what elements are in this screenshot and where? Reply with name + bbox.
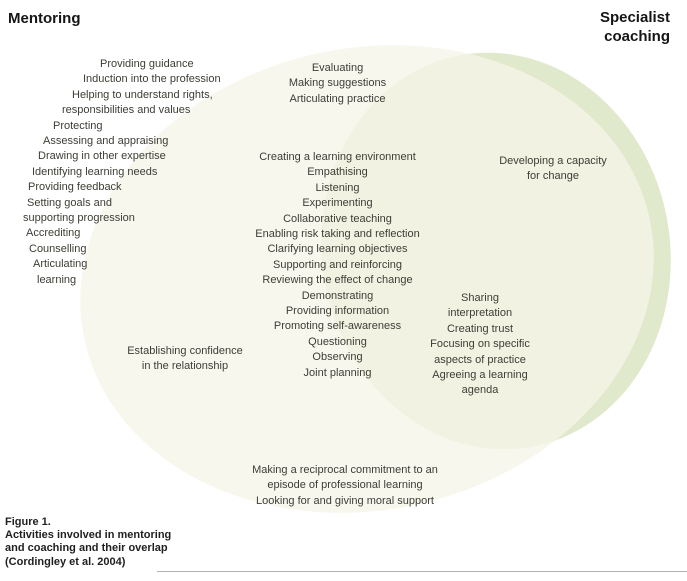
text-line: Experimenting [302,197,373,210]
text-line: episode of professional learning [267,479,423,492]
text-line: Articulating practice [289,92,386,105]
text-line: Figure 1. [5,516,51,528]
overlap-top-list [255,61,420,107]
text-line: supporting progression [23,212,135,225]
text-line: Articulating [33,258,88,271]
text-line: Helping to understand rights, [72,88,213,101]
text-line: and coaching and their overlap [5,542,168,555]
text-line: Supporting and reinforcing [272,258,403,271]
text-line: for change [527,170,579,183]
text-line: responsibilities and values [62,104,191,117]
text-line: Assessing and appraising [43,135,169,148]
text-line: Looking for and giving moral support [256,494,434,507]
text-line: Promoting self-awareness [273,320,402,333]
text-line: Identifying learning needs [32,165,158,178]
text-line: in the relationship [141,360,229,373]
specialist-coaching-title [540,8,670,46]
shared-commitment-text [215,463,475,509]
figure-caption [5,516,205,569]
text-line: Protecting [53,119,103,132]
text-line: Establishing confidence [127,345,243,357]
text-line: Providing feedback [28,181,122,194]
text-line: Counselling [29,242,87,255]
text-line: Observing [312,351,363,364]
text-line: Agreeing a learning [432,369,528,382]
text-line: interpretation [447,307,513,320]
coaching-capacity-text [478,154,628,185]
text-line: Listening [315,181,360,194]
text-line: Accrediting [26,227,81,240]
text-line: Making a reciprocal commitment to an [252,464,438,476]
text-line: coaching [604,28,670,45]
text-line: agenda [461,384,499,397]
text-line: Empathising [307,166,368,179]
bottom-rule [157,571,687,572]
text-line: Providing guidance [100,58,194,70]
text-line: Setting goals and [27,196,113,209]
text-line: Drawing in other expertise [38,150,166,163]
text-line: aspects of practice [434,353,526,366]
text-line: Creating trust [446,322,514,335]
text-line: Activities involved in mentoring [5,529,172,542]
text-line: Sharing [461,292,499,304]
text-line: Reviewing the effect of change [262,274,413,287]
text-line: Providing information [285,305,390,318]
text-line: Induction into the profession [83,73,221,86]
text-line: Developing a capacity [499,155,607,167]
text-line: learning [37,273,77,286]
coaching-activities-list [410,291,550,399]
mentoring-activities-list [0,57,225,288]
text-line: Joint planning [303,366,372,379]
text-line: Questioning [308,335,367,348]
text-line: Making suggestions [288,77,387,90]
text-line: Enabling risk taking and reflection [255,228,420,241]
text-line: Evaluating [311,62,364,74]
text-line: Collaborative teaching [283,212,392,225]
text-line: Clarifying learning objectives [267,243,408,256]
text-line: Focusing on specific [430,338,530,351]
text-line: Demonstrating [301,289,374,302]
mentoring-title: Mentoring [8,10,81,27]
text-line: (Cordingley et al. 2004) [5,555,126,568]
text-line: Specialist [599,9,670,26]
text-line: Creating a learning environment [259,151,416,163]
